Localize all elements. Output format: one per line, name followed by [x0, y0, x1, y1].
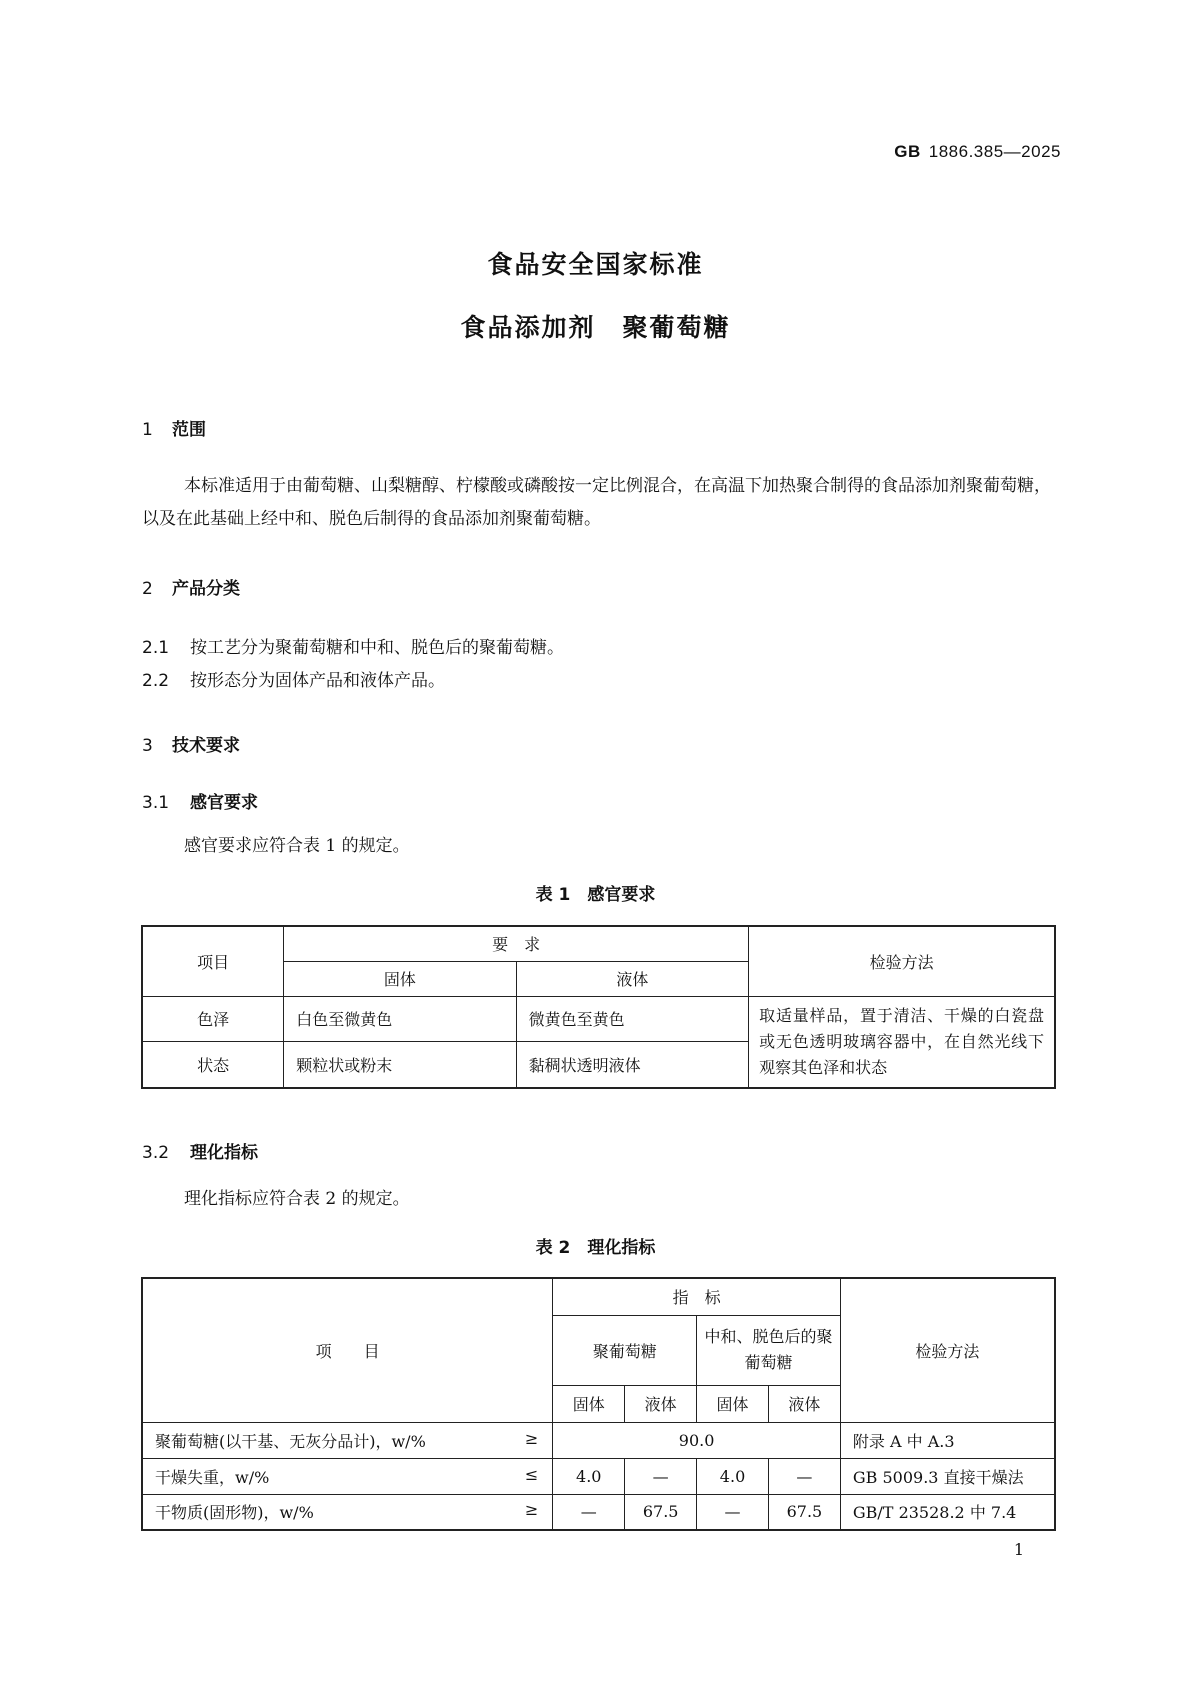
table-row	[142, 1422, 1055, 1458]
t2-item-cell: 干燥失重，w/% ≤	[142, 1458, 553, 1494]
t2-header-poly: 聚葡萄糖	[553, 1315, 697, 1385]
t1-cell: 白色至微黄色	[284, 996, 516, 1042]
t1-method: 取适量样品，置于清洁、干燥的白瓷盘或无色透明玻璃容器中，在自然光线下观察其色泽和状态	[749, 996, 1055, 1088]
t2-method-cell: GB 5009.3 直接干燥法	[840, 1458, 1055, 1494]
table-1-caption: 表 1 感官要求	[535, 885, 656, 905]
table-2-caption: 表 2 理化指标	[535, 1238, 656, 1258]
t2-header-item: 项 目	[142, 1278, 553, 1422]
t2-cell: —	[768, 1458, 840, 1494]
section-1-heading: 1 范围	[142, 420, 206, 440]
t1-header-method: 检验方法	[749, 926, 1055, 996]
t1-header-liquid: 液体	[516, 961, 748, 996]
t2-item-cell: 干物质(固形物)，w/% ≥	[142, 1494, 553, 1530]
section-3-1-text: 感官要求应符合表 1 的规定。	[184, 836, 410, 856]
document-subtitle: 食品添加剂 聚葡萄糖	[460, 313, 731, 342]
t1-cell: 黏稠状透明液体	[516, 1042, 748, 1088]
t2-cell: —	[697, 1494, 769, 1530]
clause-2-1: 2.1 按工艺分为聚葡萄糖和中和、脱色后的聚葡萄糖。	[142, 638, 564, 658]
t2-cell: —	[625, 1458, 697, 1494]
table-1	[141, 925, 1056, 1089]
t2-header-neutral: 中和、脱色后的聚葡萄糖	[697, 1315, 841, 1385]
page-number: 1	[1013, 1540, 1024, 1559]
t2-method-cell: GB/T 23528.2 中 7.4	[840, 1494, 1055, 1530]
t2-cell: 67.5	[768, 1494, 840, 1530]
t1-header-item: 项目	[142, 926, 284, 996]
t2-cell: —	[553, 1494, 625, 1530]
t1-cell: 状态	[142, 1042, 284, 1088]
t2-cell: 4.0	[553, 1458, 625, 1494]
t1-cell: 微黄色至黄色	[516, 996, 748, 1042]
clause-2-2: 2.2 按形态分为固体产品和液体产品。	[142, 671, 445, 691]
t2-header-liquid: 液体	[768, 1385, 840, 1422]
table-2	[141, 1277, 1056, 1531]
t2-header-solid: 固体	[697, 1385, 769, 1422]
t2-cell: 67.5	[625, 1494, 697, 1530]
section-3-2-heading: 3.2 理化指标	[142, 1143, 258, 1163]
section-3-2-text: 理化指标应符合表 2 的规定。	[184, 1189, 410, 1209]
standard-code: GB 1886.385—2025	[894, 142, 1061, 161]
table-row	[142, 996, 1055, 1042]
t2-header-liquid: 液体	[625, 1385, 697, 1422]
t2-item-cell: 聚葡萄糖(以干基、无灰分品计)，w/% ≥	[142, 1422, 553, 1458]
t2-method-cell: 附录 A 中 A.3	[840, 1422, 1055, 1458]
t1-cell: 色泽	[142, 996, 284, 1042]
section-1-text: 本标准适用于由葡萄糖、山梨糖醇、柠檬酸或磷酸按一定比例混合，在高温下加热聚合制得的食品添加剂聚葡萄糖，以及在此基础上经中和、脱色后制得的食品添加剂聚葡萄糖。	[142, 476, 1051, 529]
section-3-1-heading: 3.1 感官要求	[142, 793, 258, 813]
t2-header-method: 检验方法	[840, 1278, 1055, 1422]
document-title: 食品安全国家标准	[487, 250, 704, 279]
t2-header-solid: 固体	[553, 1385, 625, 1422]
t2-cell: 4.0	[697, 1458, 769, 1494]
t1-cell: 颗粒状或粉末	[284, 1042, 516, 1088]
t1-header-req: 要 求	[284, 926, 749, 961]
t2-header-index: 指 标	[553, 1278, 841, 1315]
section-2-heading: 2 产品分类	[142, 579, 240, 599]
t2-cell: 90.0	[553, 1422, 841, 1458]
t1-header-solid: 固体	[284, 961, 516, 996]
table-row	[142, 1494, 1055, 1530]
section-3-heading: 3 技术要求	[142, 736, 240, 756]
table-row	[142, 1458, 1055, 1494]
